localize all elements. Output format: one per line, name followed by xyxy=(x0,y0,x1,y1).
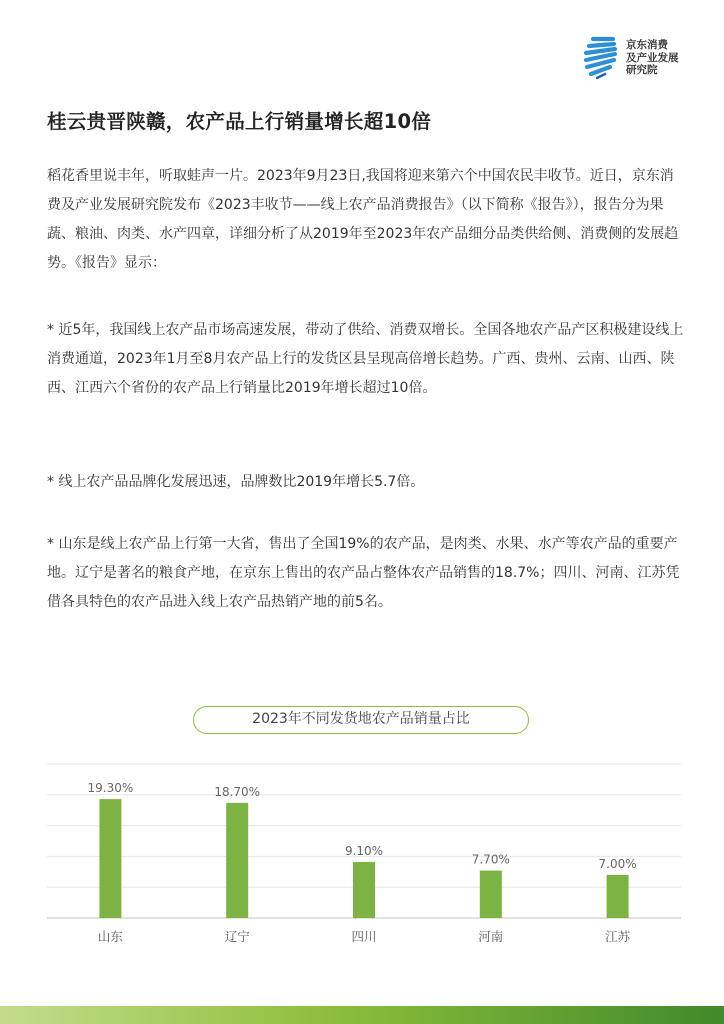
data-label: 19.30% xyxy=(87,781,134,796)
bar xyxy=(607,875,629,918)
org-logo xyxy=(583,36,703,80)
category-tick-label: 四川 xyxy=(351,929,377,944)
data-label: 18.70% xyxy=(214,784,261,799)
data-label: 7.70% xyxy=(471,852,510,867)
data-label: 9.10% xyxy=(344,843,384,858)
bullet-paragraph-brands: * 线上农产品品牌化发展迅速，品牌数比2019年增长5.7倍。 xyxy=(47,474,425,490)
stripes-logo-icon xyxy=(583,36,619,80)
footer-gradient-bar xyxy=(0,1006,724,1024)
category-tick-label: 辽宁 xyxy=(224,929,250,944)
category-tick-label: 河南 xyxy=(478,929,504,944)
bullet-paragraph-market: * 近5年，我国线上农产品市场高速发展，带动了供给、消费双增长。全国各地农产品产区积极建设线上消费通道，2023年1月至8月农产品上行的发货区县呈现高倍增长趋势。广西、贵州、云南、山西、陕西、江西六个省份的农产品上行销量比2019年增长超过10倍。 xyxy=(47,322,684,396)
intro-paragraph: 稻花香里说丰年，听取蛙声一片。2023年9月23日,我国将迎来第六个中国农民丰收节。近日，京东消费及产业发展研究院发布《2023丰收节——线上农产品消费报告》（以下简称《报告》），报告分为果蔬、粮油、肉类、水产四章，详细分析了从2019年至2023年农产品细分品类供给侧、消费侧的发展趋势。《报告》显示： xyxy=(47,168,679,271)
category-tick-label: 山东 xyxy=(97,929,123,944)
org-name-line: 京东消费 xyxy=(626,39,668,51)
sales-share-bar-chart xyxy=(0,740,724,955)
chart-title: 2023年不同发货地农产品销量占比 xyxy=(193,706,529,734)
bar xyxy=(99,799,121,918)
org-name-line: 研究院 xyxy=(626,64,658,76)
org-name xyxy=(626,39,679,77)
bar xyxy=(480,871,502,918)
org-name-line: 及产业发展 xyxy=(626,51,679,64)
bar xyxy=(226,803,248,918)
bar xyxy=(353,862,375,918)
article-title: 桂云贵晋陕赣，农产品上行销量增长超10倍 xyxy=(47,110,432,133)
bullet-paragraph-provinces: * 山东是线上农产品上行第一大省，售出了全国19%的农产品，是肉类、水果、水产等农产品的重要产地。辽宁是著名的粮食产地，在京东上售出的农产品占整体农产品销售的18.7%；四川、河南、江苏凭借各具特色的农产品进入线上农产品热销产地的前5名。 xyxy=(47,536,680,610)
category-tick-label: 江苏 xyxy=(605,929,631,944)
data-label: 7.00% xyxy=(598,856,637,871)
